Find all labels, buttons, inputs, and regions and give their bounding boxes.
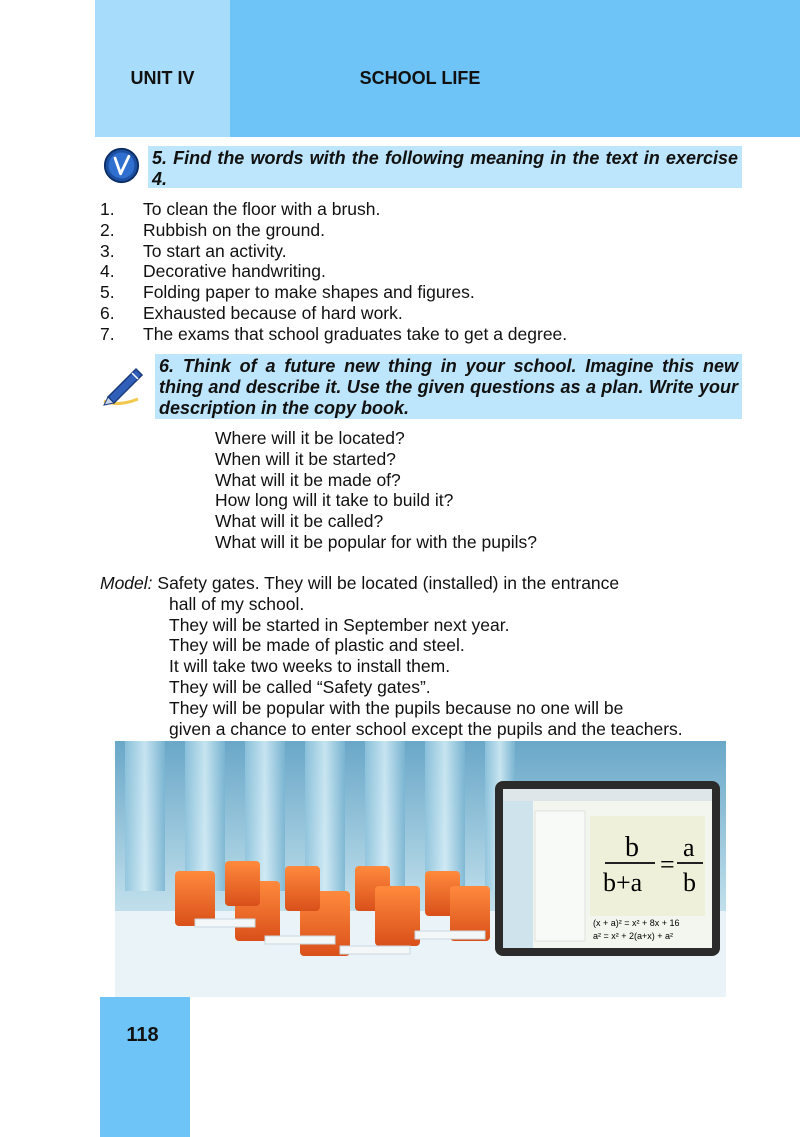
list-item: 7. The exams that school graduates take to get a degree. [100,323,568,344]
model-line: They will be popular with the pupils because no one will be [169,697,624,718]
model-label: Model: [100,573,153,593]
model-line: hall of my school. [169,593,305,614]
question-item: What will it be popular for with the pupils? [215,531,537,552]
board-fraction-right-denominator: b [683,868,696,897]
model-line: Model: Safety gates. They will be located (installed) in the entrance [100,573,620,593]
exercise-5-heading: 5. Find the words with the following meaning in the text in exercise 4. [148,146,742,188]
board-fraction-numerator: b [625,832,639,863]
question-item: Where will it be located? [215,428,405,448]
question-item: When will it be started? [215,448,396,469]
exercise-6-heading: 6. Think of a future new thing in your school. Imagine this new thing and describe it. Use the given questions as a plan. Write your description in the copy book. [155,354,742,419]
model-line: given a chance to enter school except the pupils and the teachers. [169,718,683,739]
model-line: They will be made of plastic and steel. [169,635,465,656]
vocabulary-icon [103,147,140,184]
interactive-whiteboard [495,781,720,956]
question-item: How long will it take to build it? [215,490,454,511]
writing-pen-icon [98,363,148,408]
list-item: 6. Exhausted because of hard work. [100,302,403,323]
footer-band [100,997,190,1137]
classroom-photo [115,741,726,997]
board-fraction-denominator: b+a [603,868,643,897]
board-formula-1: (x + a)² = x² + 8x + 16 [593,918,680,928]
question-list [215,428,537,553]
list-item: 3. To start an activity. [100,240,287,261]
list-item: 4. Decorative handwriting. [100,261,326,282]
board-fraction-equals: = [660,850,675,879]
exercise-5-list [100,199,567,345]
board-fraction-right-numerator: a [683,833,695,862]
list-item: 5. Folding paper to make shapes and figures. [100,282,475,303]
question-item: What will it be made of? [215,469,401,490]
board-formula-2: a² = x² + 2(a+x) + a² [593,931,674,941]
unit-label: UNIT IV [130,68,195,88]
model-line: It will take two weeks to install them. [169,656,451,677]
list-item: 1. To clean the floor with a brush. [100,199,381,219]
question-item: What will it be called? [215,511,384,532]
model-line: They will be called “Safety gates”. [169,676,431,697]
model-line: They will be started in September next year. [169,614,510,635]
page-number: 118 [126,1024,159,1046]
list-item: 2. Rubbish on the ground. [100,219,325,240]
model-answer [100,573,760,739]
section-title: SCHOOL LIFE [359,68,481,88]
